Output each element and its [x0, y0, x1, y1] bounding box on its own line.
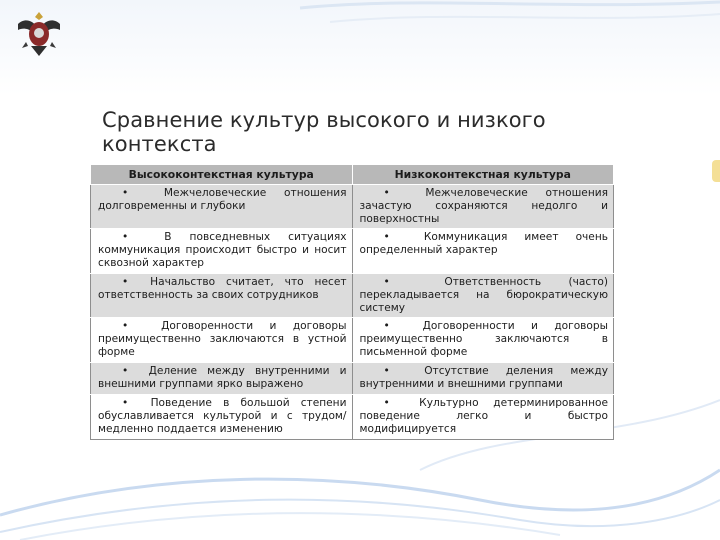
- edge-accent: [712, 160, 720, 182]
- table-row: [91, 395, 614, 440]
- cell-text: • Ответственность (часто) перекладывается на бюрократическую систему: [360, 276, 609, 314]
- cell-text: • Коммуникация имеет очень определенный характер: [360, 231, 609, 256]
- cell-text: • Межчеловеческие отношения зачастую сохраняются недолго и поверхностны: [360, 187, 609, 225]
- emblem-logo-icon: [14, 8, 64, 60]
- table-row: [91, 363, 614, 395]
- cell-low: [352, 185, 614, 229]
- cell-high: [91, 318, 353, 363]
- cell-high: [91, 363, 353, 395]
- slide-title: Сравнение культур высокого и низкого контекста: [102, 108, 546, 156]
- cell-high: [91, 229, 353, 274]
- table-row: [91, 318, 614, 363]
- cell-text: • Поведение в большой степени обуславливается культурой и с трудом/медленно поддается изменению: [98, 397, 347, 435]
- header-high-context: Высококонтекстная культура: [91, 165, 353, 185]
- cell-low: [352, 363, 614, 395]
- cell-text: • В повседневных ситуациях коммуникация происходит быстро и носит сквозной характер: [98, 231, 347, 269]
- cell-text: • Договоренности и договоры преимущественно заключаются в устной форме: [98, 320, 347, 358]
- cell-high: [91, 185, 353, 229]
- table-row: [91, 229, 614, 274]
- cell-text: • Межчеловеческие отношения долговременны и глубоки: [98, 187, 347, 212]
- cell-low: [352, 229, 614, 274]
- cell-text: • Начальство считает, что несет ответственность за своих сотрудников: [98, 276, 347, 301]
- cell-high: [91, 274, 353, 318]
- header-low-context: Низкоконтекстная культура: [352, 165, 614, 185]
- cell-low: [352, 395, 614, 440]
- cell-text: • Деление между внутренними и внешними группами ярко выражено: [98, 365, 347, 390]
- table-header-row: [91, 165, 614, 185]
- comparison-table: [90, 164, 614, 440]
- table-row: [91, 185, 614, 229]
- cell-low: [352, 318, 614, 363]
- table-row: [91, 274, 614, 318]
- cell-text: • Отсутствие деления между внутренними и внешними группами: [360, 365, 609, 390]
- cell-text: • Договоренности и договоры преимущественно заключаются в письменной форме: [360, 320, 609, 358]
- cell-high: [91, 395, 353, 440]
- cell-text: • Культурно детерминированное поведение легко и быстро модифицируется: [360, 397, 609, 435]
- cell-low: [352, 274, 614, 318]
